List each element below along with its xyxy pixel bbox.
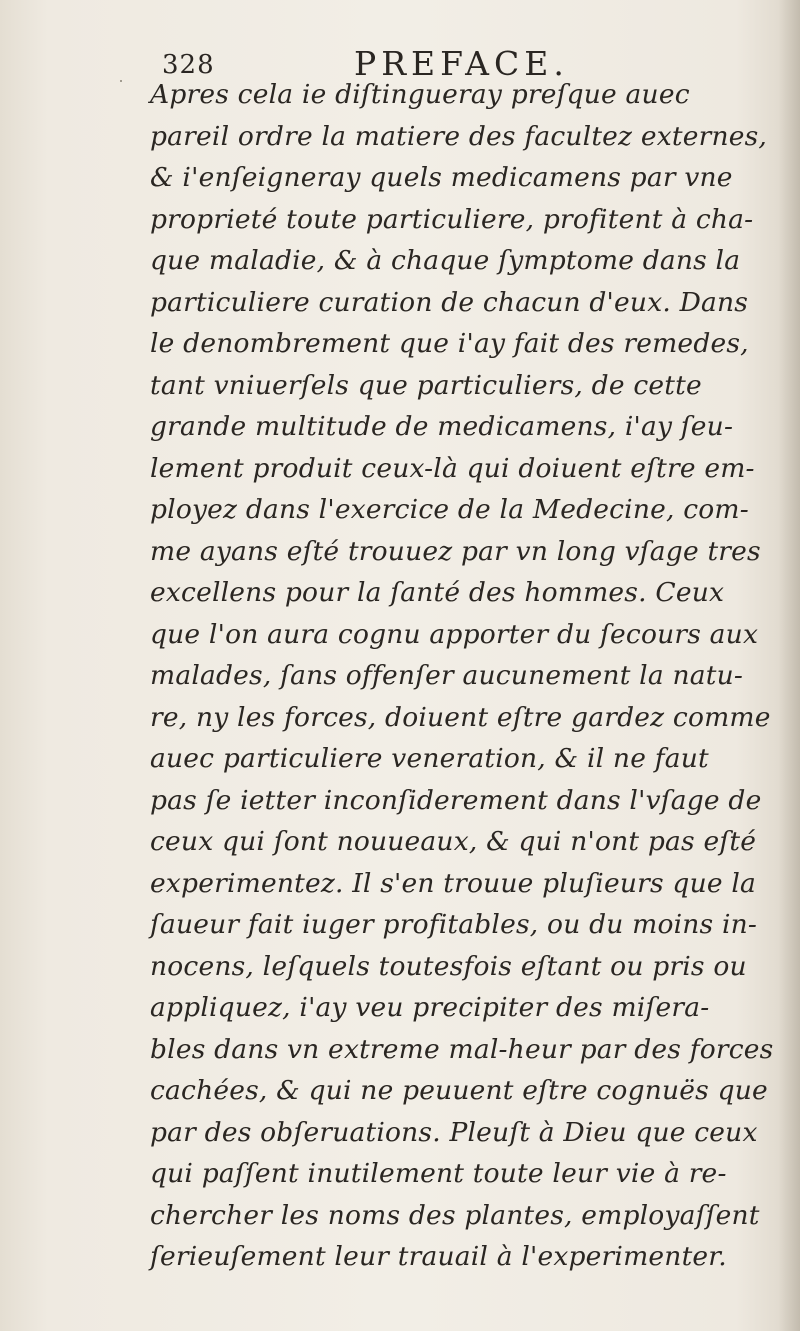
text-line: ceux qui ſont nouueaux, & qui n'ont pas eſté <box>150 826 757 857</box>
text-line: ſerieuſement leur trauail à l'experimenter. <box>150 1241 727 1272</box>
text-line: auec particuliere veneration, & il ne faut <box>150 743 709 774</box>
text-line: particuliere curation de chacun d'eux. Dans <box>150 286 749 318</box>
text-line: lement produit ceux-là qui doiuent eſtre em- <box>150 452 755 484</box>
text-line: nocens, leſquels toutesfois eſtant ou pris ou <box>150 950 747 982</box>
text-line: chercher les noms des plantes, employaſſent <box>150 1199 760 1231</box>
text-line: par des obſeruations. Pleuſt à Dieu que ceux <box>150 1116 758 1148</box>
text-line: bles dans vn extreme mal-heur par des forces <box>150 1033 774 1065</box>
text-line: excellens pour la ſanté des hommes. Ceux <box>150 577 725 608</box>
text-line: qui paſſent inutilement toute leur vie à re- <box>150 1158 727 1189</box>
text-line: tant vniuerſels que particuliers, de cette <box>150 369 702 401</box>
text-line: que maladie, & à chaque ſymptome dans la <box>150 245 741 276</box>
text-line: le denombrement que i'ay fait des remedes, <box>150 328 749 359</box>
text-line: pareil ordre la matiere des facultez externes, <box>150 120 768 152</box>
text-line: cachées, & qui ne peuuent eſtre cognuës que <box>150 1075 768 1106</box>
text-line: ſaueur fait iuger profitables, ou du moins in- <box>150 909 758 940</box>
running-head: PREFACE. <box>354 44 569 83</box>
page-number: 328 <box>162 50 215 80</box>
text-line: grande multitude de medicamens, i'ay ſeu- <box>150 411 734 442</box>
text-line: Apres cela ie diſtingueray preſque auec <box>150 79 690 110</box>
text-line: ployez dans l'exercice de la Medecine, com- <box>150 494 749 525</box>
text-line: experimentez. Il s'en trouue pluſieurs que la <box>150 867 757 899</box>
text-line: re, ny les forces, doiuent eſtre gardez comme <box>150 701 771 733</box>
text-line: malades, ſans offenſer aucunement la natu- <box>150 660 744 691</box>
text-line: proprieté toute particuliere, profitent à cha- <box>150 203 754 235</box>
text-line: pas ſe ietter inconſiderement dans l'vſage de <box>150 784 762 816</box>
text-line: & i'enſeigneray quels medicamens par vne <box>150 162 733 193</box>
body-text <box>150 74 774 1278</box>
text-line: me ayans eſté trouuez par vn long vſage tres <box>150 535 761 567</box>
page-edge-shadow <box>778 0 800 1331</box>
text-line: que l'on aura cognu apporter du ſecours aux <box>150 618 759 650</box>
text-line: appliquez, i'ay veu precipiter des miſera- <box>150 992 710 1023</box>
ink-speck <box>120 80 122 82</box>
